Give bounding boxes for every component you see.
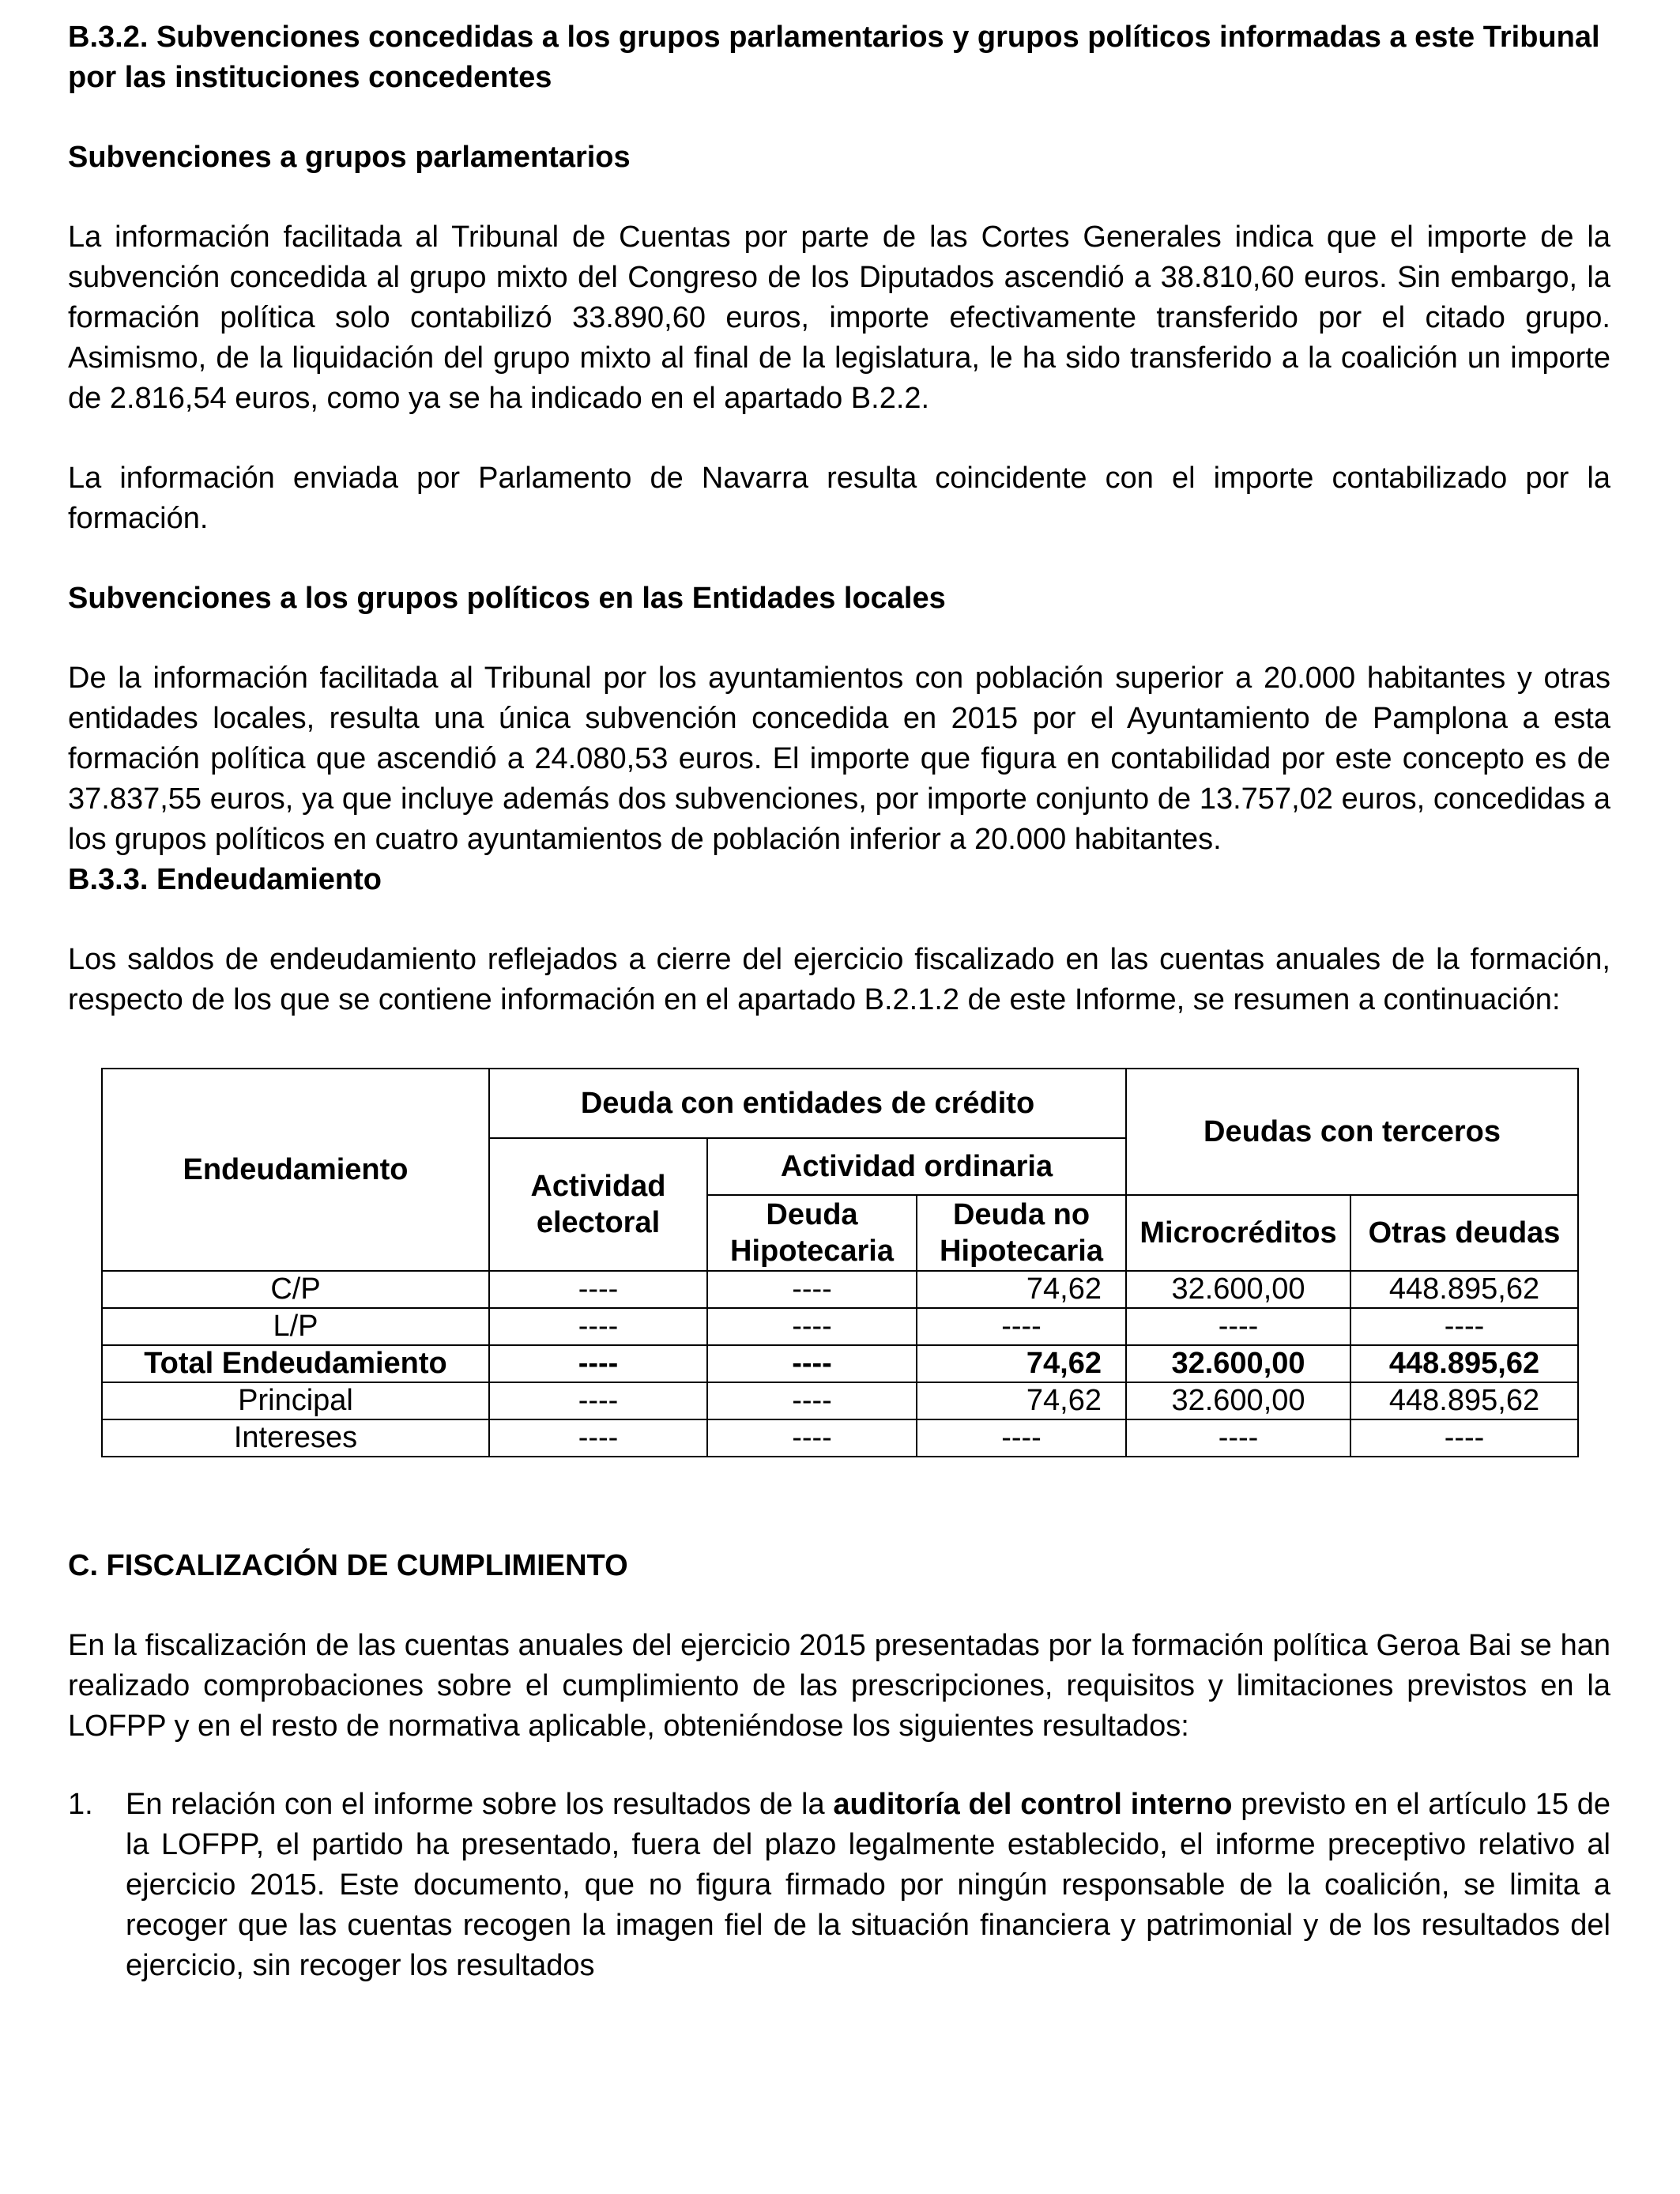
cell-otras-deudas: 448.895,62	[1350, 1271, 1578, 1308]
header-otras-deudas: Otras deudas	[1350, 1195, 1578, 1271]
cell-deuda-no-hipotecaria: ----	[917, 1419, 1126, 1457]
section-c-title: C. FISCALIZACIÓN DE CUMPLIMIENTO	[68, 1549, 628, 1582]
list-item-number: 1.	[68, 1788, 93, 1821]
cell-deuda-no-hipotecaria: ----	[917, 1308, 1126, 1345]
cell-otras-deudas: ----	[1350, 1419, 1578, 1457]
paragraph-fiscalizacion-intro: En la fiscalización de las cuentas anuales del ejercicio 2015 presentadas por la formación política Geroa Bai se han realizado comprobaciones sobre el cumplimiento de las prescripciones, requisitos y limitaciones previstos en la LOFPP y en el resto de normativa aplicable, obteniéndose los siguientes resultados:	[68, 1629, 1610, 1743]
row-label: Principal	[102, 1382, 489, 1419]
table-row-total	[102, 1345, 1578, 1382]
row-label: Intereses	[102, 1419, 489, 1457]
list-item	[68, 1785, 1610, 1986]
cell-deuda-hipotecaria: ----	[707, 1308, 917, 1345]
header-deuda-no-hipotecaria: Deuda no Hipotecaria	[917, 1195, 1126, 1271]
cell-otras-deudas: 448.895,62	[1350, 1382, 1578, 1419]
cell-microcreditos: ----	[1126, 1419, 1350, 1457]
header-deuda-credito: Deuda con entidades de crédito	[489, 1069, 1126, 1138]
header-actividad-ordinaria: Actividad ordinaria	[707, 1138, 1126, 1195]
cell-deuda-no-hipotecaria: 74,62	[917, 1271, 1126, 1308]
paragraph-saldos-endeudamiento: Los saldos de endeudamiento reflejados a cierre del ejercicio fiscalizado en las cuentas anuales de la formación, respecto de los que se contiene información en el apartado B.2.1.2 de este Informe, se resumen a continuación:	[68, 943, 1610, 1016]
cell-deuda-no-hipotecaria: 74,62	[917, 1382, 1126, 1419]
cell-otras-deudas: 448.895,62	[1350, 1345, 1578, 1382]
list-item-text-start: En relación con el informe sobre los resultados de la	[126, 1788, 834, 1821]
subsection-grupos-parlamentarios-title: Subvenciones a grupos parlamentarios	[68, 141, 631, 174]
cell-otras-deudas: ----	[1350, 1308, 1578, 1345]
debt-table	[101, 1068, 1579, 1457]
table-row	[102, 1271, 1578, 1308]
cell-actividad-electoral: ----	[489, 1382, 707, 1419]
subsection-entidades-locales-title: Subvenciones a los grupos políticos en las Entidades locales	[68, 582, 946, 615]
paragraph-cortes-generales: La información facilitada al Tribunal de Cuentas por parte de las Cortes Generales indica que el importe de la subvención concedida al grupo mixto del Congreso de los Diputados ascendió a 38.810,60 euros. Sin embargo, la formación política solo contabilizó 33.890,60 euros, importe efectivamente transferido por el citado grupo. Asimismo, de la liquidación del grupo mixto al final de la legislatura, le ha sido transferido a la coalición un importe de 2.816,54 euros, como ya se ha indicado en el apartado B.2.2.	[68, 221, 1610, 415]
section-b333-title: B.3.3. Endeudamiento	[68, 863, 382, 896]
paragraph-ayuntamientos: De la información facilitada al Tribunal por los ayuntamientos con población superior a 20.000 habitantes y otras entidades locales, resulta una única subvención concedida en 2015 por el Ayuntamiento de Pamplona a esta formación política que ascendió a 24.080,53 euros. El importe que figura en contabilidad por este concepto es de 37.837,55 euros, ya que incluye además dos subvenciones, por importe conjunto de 13.757,02 euros, concedidas a los grupos políticos en cuatro ayuntamientos de población inferior a 20.000 habitantes.	[68, 662, 1610, 856]
cell-actividad-electoral: ----	[489, 1419, 707, 1457]
section-b332-title: B.3.2. Subvenciones concedidas a los grupos parlamentarios y grupos políticos informadas a este Tribunal por las instituciones concedentes	[68, 21, 1600, 94]
cell-actividad-electoral: ----	[489, 1271, 707, 1308]
document-page	[68, 17, 1610, 1986]
paragraph-parlamento-navarra: La información enviada por Parlamento de Navarra resulta coincidente con el importe contabilizado por la formación.	[68, 462, 1610, 535]
table-row	[102, 1419, 1578, 1457]
header-microcreditos: Microcréditos	[1126, 1195, 1350, 1271]
cell-microcreditos: 32.600,00	[1126, 1345, 1350, 1382]
row-label: L/P	[102, 1308, 489, 1345]
row-label: C/P	[102, 1271, 489, 1308]
list-item-text-end: previsto en el artículo 15 de la LOFPP, el partido ha presentado, fuera del plazo legalmente establecido, el informe preceptivo relativo al ejercicio 2015. Este documento, que no figura firmado por ningún responsable de la coalición, se limita a recoger que las cuentas recogen la imagen fiel de la situación financiera y patrimonial y de los resultados del ejercicio, sin recoger los resultados	[126, 1788, 1610, 1982]
cell-microcreditos: ----	[1126, 1308, 1350, 1345]
cell-deuda-no-hipotecaria: 74,62	[917, 1345, 1126, 1382]
header-deuda-hipotecaria: Deuda Hipotecaria	[707, 1195, 917, 1271]
results-list	[68, 1785, 1610, 1986]
cell-microcreditos: 32.600,00	[1126, 1382, 1350, 1419]
cell-deuda-hipotecaria: ----	[707, 1345, 917, 1382]
list-item-emphasis: auditoría del control interno	[833, 1788, 1233, 1821]
cell-deuda-hipotecaria: ----	[707, 1271, 917, 1308]
cell-actividad-electoral: ----	[489, 1345, 707, 1382]
row-label: Total Endeudamiento	[102, 1345, 489, 1382]
cell-deuda-hipotecaria: ----	[707, 1382, 917, 1419]
header-actividad-electoral: Actividad electoral	[489, 1138, 707, 1271]
table-row	[102, 1308, 1578, 1345]
header-deudas-terceros: Deudas con terceros	[1126, 1069, 1578, 1195]
cell-deuda-hipotecaria: ----	[707, 1419, 917, 1457]
cell-microcreditos: 32.600,00	[1126, 1271, 1350, 1308]
header-endeudamiento: Endeudamiento	[102, 1069, 489, 1271]
table-row	[102, 1382, 1578, 1419]
cell-actividad-electoral: ----	[489, 1308, 707, 1345]
